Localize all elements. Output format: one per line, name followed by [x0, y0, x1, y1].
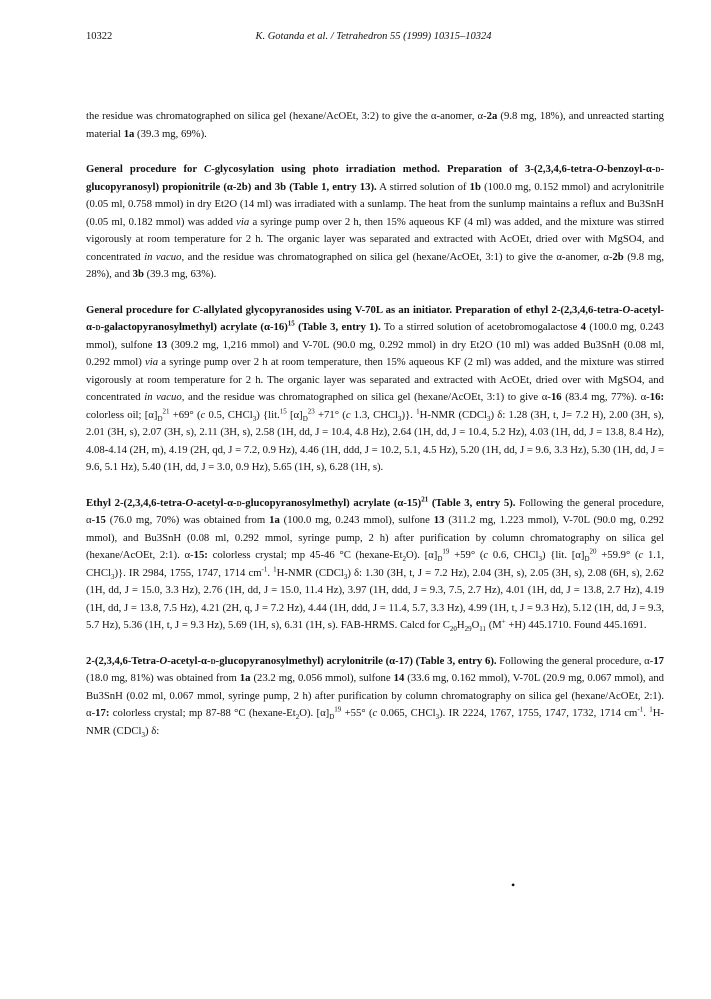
paragraph-allylated-glycopyranosides: General procedure for C-allylated glycopyranosides using V-70L as an initiator. Preparation of ethyl 2-(2,3,4,6-tetra-O-acetyl-α-d-galactopyranosylmethyl) acrylate $(\alpha-16)^{15}$ (Table 3, entry 1). To a stirred solution of acetobromogalactose 4 (100.0 mg, 0.243 mmol), sulfone 13 (309.2 mg, 1,216 mmol) and V-70L (90.0 mg, 0.292 mmol) in dry Et2O (10 ml) was added Bu3SnH (0.08 ml, 0.292 mmol) via a syringe pump over 2 h at room temperature, then 15% aqueous KF (2 ml) was added, and the mixture was stirred vigorously at room temperature for 2 h. The organic layer was separated and extracted with AcOEt, dried over with MgSO4, and concentrated in vacuo, and the residue was chromatographed on silica gel (hexane/AcOEt, 3:1) to give α-16 (83.4 mg, 77%). α-16: colorless oil; $[\alpha]_D^{21} +69^\circ$ (c 0.5, CHCl$_3$) {lit.$^{15}$ $[\alpha]_D^{23} +71^\circ$ (c 1.3, CHCl$_3$)}. $^1$H-NMR (CDCl$_3$) δ: 1.28 (3H, t, J= 7.2 H), 2.00 (3H, s), 2.01 (3H, s), 2.07 (3H, s), 2.11 (3H, s), 2.58 (1H, dd, J = 10.4, 4.8 Hz), 2.64 (1H, dd, J = 10.4, 5.2 Hz), 4.03 (1H, dd, J = 13.8, 8.4 Hz), 4.08-4.14 (2H, m), 4.19 (2H, qd, J = 7.2, 0.9 Hz), 4.46 (1H, ddd, J = 10.2, 5.1, 4.5 Hz), 5.20 (1H, dd, J = 9.6, 3.3 Hz), 5.30 (1H, dd, J = 9.6, 5.1 Hz), 5.40 (1H, dd, J = 3.0, 0.9 Hz), 5.65 (1H, s), 6.28 (1H, s).	[86, 303, 665, 473]
paragraph-anomer-result	[86, 108, 664, 143]
compound-ref: 2b	[612, 250, 624, 263]
text: (100.0 mg, 0.152 mmol) and acrylonitrile (0.05 ml, 0.758 mmol) in dry Et2O (14 ml) was irradiated with a sunlamp. The heat from the sunlump maintains a reflux and Bu3SnH (0.05 ml, 0.182 mmol) was added	[86, 180, 664, 228]
text: (39.3 mg, 69%).	[134, 127, 207, 140]
italic-term: via	[236, 215, 250, 228]
continuation-mark: •	[511, 878, 516, 892]
text: (9.8 mg, 18%), and unreacted starting material	[86, 110, 665, 140]
page-number: 10322	[86, 31, 113, 42]
text: a syringe pump over 2 h, then 15% aqueous KF (4 ml) was added, and the mixture was stirred vigorously at room temperature for 2 h. The organic layer was separated and extracted with AcOEt, dried over with MgSO4, and concentrated	[86, 215, 664, 263]
section-heading: General procedure for C-glycosylation using photo irradiation method. Preparation of 3-(2,3,4,6-tetra-O-benzoyl-α-d-glucopyranosyl) propionitrile (α-2b) and 3b (Table 1, entry 13).	[86, 163, 665, 193]
compound-ref: 1a	[123, 127, 135, 140]
compound-ref: 3b	[132, 268, 144, 280]
journal-citation: K. Gotanda et al. / Tetrahedron 55 (1999) 10315–10324	[255, 31, 492, 42]
text: (9.8 mg, 28%), and	[86, 250, 664, 280]
paragraph-ethyl-acrylate-15: Ethyl 2-(2,3,4,6-tetra-O-acetyl-α-d-glucopyranosylmethyl) acrylate $(\alpha-15)^{21}$ (Table 3, entry 5). Following the general procedure, α-15 (76.0 mg, 70%) was obtained from 1a (100.0 mg, 0.243 mmol), sulfone 13 (311.2 mg, 1.223 mmol), V-70L (90.0 mg, 0.292 mmol), and Bu3SnH (0.08 ml, 0.292 mmol, syringe pump, 2 h) after purification by column chromatography on silica gel (hexane/AcOEt, 2:1). α-15: colorless crystal; mp 45-46 °C $(hexane-Et_2O)$. $[\alpha]_D^{19} +59^\circ$ (c 0.6, CHCl$_3$) {lit. $[\alpha]_D^{20} +59.9^\circ$ (c 1.1, CHCl$_3$)}. IR 2984, 1755, 1747, 1714 $cm^{-1}$. $^1$H-NMR (CDCl$_3$) δ: 1.30 (3H, t, J = 7.2 Hz), 2.04 (3H, s), 2.05 (3H, s), 2.08 (6H, s), 2.62 (1H, dd, J = 15.0, 3.3 Hz), 2.76 (1H, dd, J = 15.0, 11.4 Hz), 3.97 (1H, ddd, J = 9.3, 7.5, 2.7 Hz), 4.01 (1H, dd, J = 13.8, 2.7 Hz), 4.19 (1H, dd, J = 13.8, 7.5 Hz), 4.21 (2H, q, J = 7.2 Hz), 4.44 (1H, ddd, J = 11.4, 5.7, 3.3 Hz), 4.99 (1H, t, J = 9.3 Hz), 5.12 (1H, dd, J = 9.3, 5.7 Hz), 5.36 (1H, t, J = 9.3 Hz), 5.69 (1H, s), 6.31 (1H, s). FAB-HRMS. Calcd for $C_{20}H_{29}O_{11}$ (M+ +H) 445.1710. Found 445.1691.	[86, 494, 664, 634]
article-body	[86, 108, 664, 758]
text: the residue was chromatographed on silica gel (hexane/AcOEt, 3:2) to give the α-anomer, α-	[86, 110, 487, 122]
italic-term: in vacuo	[144, 250, 182, 263]
text: (39.3 mg, 63%).	[143, 268, 217, 280]
compound-ref: 2a	[486, 110, 498, 122]
running-header	[86, 31, 661, 47]
compound-ref: 1b	[469, 180, 481, 193]
section-heading: General procedure for C-allylated glycopyranosides using V-70L as an initiator. Preparation of ethyl 2-(2,3,4,6-tetra-O-acetyl-α-d-galactopyranosylmethyl) acrylate $(\alpha-16)^{15}$ (Table 3, entry 1).	[86, 303, 664, 333]
paragraph-photo-irradiation	[86, 161, 664, 284]
text: A stirred solution of	[376, 180, 470, 193]
section-heading: 2-(2,3,4,6-Tetra-O-acetyl-α-d-glucopyranosylmethyl) acrylonitrile (α-17) (Table 3, entry 6).	[86, 654, 497, 667]
section-heading: Ethyl 2-(2,3,4,6-tetra-O-acetyl-α-d-glucopyranosylmethyl) acrylate $(\alpha-15)^{21}$ (Table 3, entry 5).	[86, 494, 516, 509]
text: , and the residue was chromatographed on silica gel (hexane/AcOEt, 3:1) to give the α-anomer, α-	[181, 250, 613, 263]
paragraph-acrylonitrile-17: 2-(2,3,4,6-Tetra-O-acetyl-α-d-glucopyranosylmethyl) acrylonitrile (α-17) (Table 3, entry 6). Following the general procedure, α-17 (18.0 mg, 81%) was obtained from 1a (23.2 mg, 0.056 mmol), sulfone 14 (33.6 mg, 0.162 mmol), V-70L (20.9 mg, 0.067 mmol), and Bu3SnH (0.02 ml, 0.067 mmol, syringe pump, 2 h) after purification by column chromatography on silica gel (hexane/AcOEt, 2:1). α-17: colorless crystal; mp 87-88 °C $(hexane-Et_2O)$. $[\alpha]_D^{19} +55^\circ$ (c 0.065, CHCl$_3$). IR 2224, 1767, 1755, 1747, 1732, 1714 $cm^{-1}$. $^1$H- NMR (CDCl$_3$) δ:	[86, 654, 665, 739]
